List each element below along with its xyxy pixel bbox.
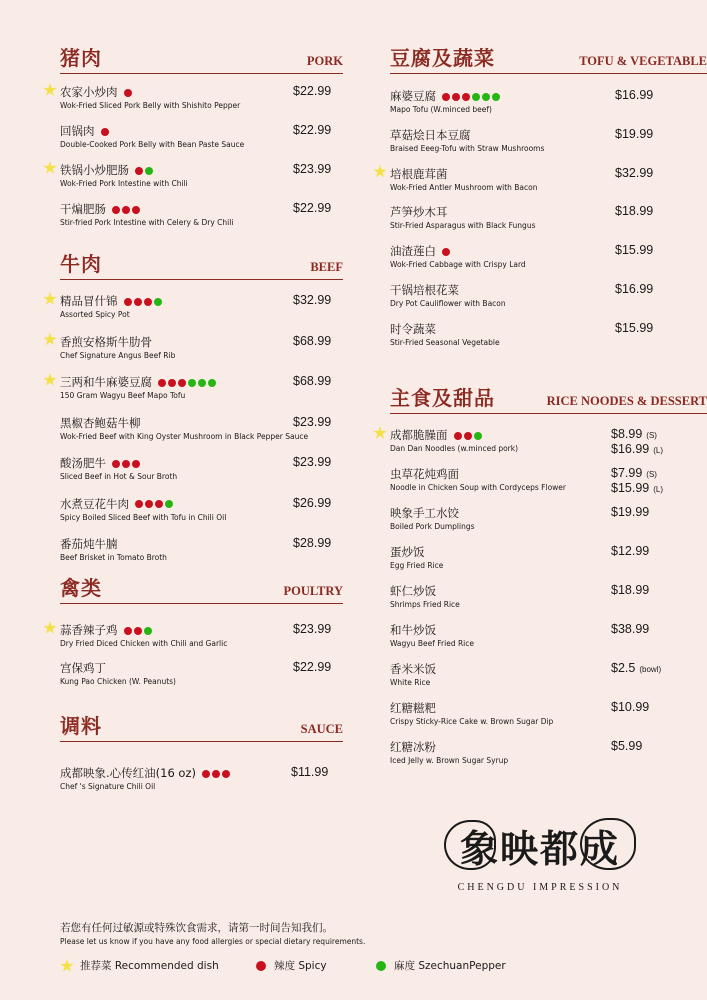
spice-level-dots <box>440 244 450 258</box>
spicy-dot-icon <box>155 500 163 508</box>
spice-level-dots <box>156 375 216 389</box>
item-price <box>293 415 331 429</box>
item-name-cn-text: 培根鹿茸菌 <box>390 166 448 181</box>
item-price-value: $5.99 <box>611 739 643 753</box>
item-name-cn-text: 麻婆豆腐 <box>390 89 436 103</box>
item-price-value: $2.5 <box>611 661 636 675</box>
item-name-en: Wok-Fried Beef with King Oyster Mushroom in Black Pepper Sauce <box>60 431 309 441</box>
spicy-dot-icon <box>158 379 166 387</box>
spice-level-dots <box>122 85 132 99</box>
legend-pepper-label: 麻度 SzechuanPepper <box>394 960 506 972</box>
sauce-section <box>60 708 343 798</box>
spice-level-dots <box>122 623 152 637</box>
item-name-en: Wok-Fried Cabbage with Crispy Lard <box>390 260 526 270</box>
menu-item <box>390 544 707 574</box>
spicy-dot-icon <box>454 432 462 440</box>
section-title-en: SAUCE <box>300 722 343 736</box>
legend-pepper <box>376 958 506 973</box>
item-name-cn <box>390 243 450 259</box>
spicy-dot-icon <box>212 770 220 778</box>
item-price-value: $16.99 <box>615 88 654 102</box>
item-name-cn <box>390 282 459 298</box>
legend-spicy-label: 辣度 Spicy <box>274 960 327 972</box>
item-name-cn <box>390 505 459 521</box>
spicy-dot-icon <box>101 128 109 136</box>
item-price <box>611 544 649 558</box>
pepper-dot-icon <box>376 961 386 971</box>
item-name-en: Wok-Fried Antler Mushroom with Bacon <box>390 182 538 192</box>
item-price-value: $18.99 <box>611 583 650 597</box>
star-icon <box>60 959 74 973</box>
item-name-cn-text: 虫草花炖鸡面 <box>390 467 459 481</box>
section-title-cn: 主食及甜品 <box>390 386 495 410</box>
menu-item <box>60 334 343 364</box>
spicy-dot-icon <box>122 206 130 214</box>
item-price <box>293 201 331 215</box>
menu-item <box>390 204 707 234</box>
item-name-cn-text: 虾仁炒饭 <box>390 584 436 598</box>
item-name-en: Kung Pao Chicken (W. Peanuts) <box>60 677 176 686</box>
item-name-cn <box>60 455 140 471</box>
item-name-cn <box>60 123 109 139</box>
item-name-cn <box>60 536 118 552</box>
menu-item <box>60 765 343 795</box>
section-title-en: BEEF <box>310 260 343 274</box>
item-name-cn-text: 时令蔬菜 <box>390 321 436 336</box>
item-price <box>293 660 331 674</box>
item-name-cn-text: 农家小炒肉 <box>60 85 118 99</box>
item-price-value: $22.99 <box>293 84 332 98</box>
item-name-cn <box>390 583 436 599</box>
item-price <box>611 466 657 480</box>
section-title-cn: 豆腐及蔬菜 <box>390 46 495 70</box>
legend <box>60 958 680 976</box>
section-title-en: RICE NOODES & DESSERT <box>546 394 707 408</box>
menu-item <box>390 622 707 652</box>
spice-level-dots <box>200 766 230 780</box>
menu-item <box>390 661 707 691</box>
beef-section <box>60 246 343 566</box>
item-name-cn <box>60 84 132 100</box>
pepper-dot-icon <box>188 379 196 387</box>
item-price-note: (S) <box>646 431 657 440</box>
item-price-value: $38.99 <box>611 622 650 636</box>
pork-section <box>60 40 343 240</box>
section-title-en: TOFU & VEGETABLE <box>579 54 707 68</box>
legend-spicy <box>256 958 327 973</box>
item-price-value: $11.99 <box>291 765 329 779</box>
spicy-dot-icon <box>135 500 143 508</box>
item-name-en: Chef 's Signature Chili Oil <box>60 782 156 791</box>
item-price-value: $22.99 <box>293 123 332 137</box>
pepper-dot-icon <box>208 379 216 387</box>
item-price-value: $23.99 <box>293 162 332 176</box>
item-price-value: $7.99 <box>611 466 643 480</box>
item-price <box>611 427 657 441</box>
menu-item <box>390 282 707 312</box>
item-price <box>293 334 331 348</box>
item-name-en: Braised Eeeg-Tofu with Straw Mushrooms <box>390 143 545 153</box>
spice-level-dots <box>133 497 173 511</box>
item-price-value: $32.99 <box>615 165 654 180</box>
menu-item <box>60 293 343 323</box>
item-name-en: Stir-Fried Asparagus with Black Fungus <box>390 221 536 231</box>
item-name-en: Spicy Boiled Sliced Beef with Tofu in Chili Oil <box>60 512 227 522</box>
pepper-dot-icon <box>165 500 173 508</box>
menu-item <box>390 88 707 118</box>
item-price-large <box>611 442 663 456</box>
pepper-dot-icon <box>154 298 162 306</box>
item-name-cn-text: 酸汤肥牛 <box>60 456 106 470</box>
section-header <box>390 380 707 414</box>
item-name-cn-text: 干煸肥肠 <box>60 202 106 216</box>
item-price-value: $68.99 <box>293 374 332 388</box>
menu-item <box>390 243 707 273</box>
item-price-note: (S) <box>646 470 657 479</box>
item-name-cn <box>60 496 173 512</box>
item-name-cn <box>390 661 436 677</box>
item-name-cn-text: 芦笋炒木耳 <box>390 205 448 220</box>
spicy-dot-icon <box>112 206 120 214</box>
menu-item <box>390 466 707 496</box>
item-price-large-value: $16.99 <box>611 442 650 456</box>
item-name-en: Dry Fried Diced Chicken with Chili and Garlic <box>60 639 228 648</box>
item-price <box>611 661 661 675</box>
item-name-cn-text: 三两和牛麻婆豆腐 <box>60 375 152 389</box>
recommended-star-icon <box>43 373 57 387</box>
section-title-en: PORK <box>306 54 343 68</box>
item-price-large-note: (L) <box>653 485 664 494</box>
item-name-cn <box>390 739 436 755</box>
item-price <box>291 765 328 779</box>
item-name-cn <box>390 127 471 143</box>
spicy-dot-icon <box>442 93 450 101</box>
item-price <box>293 455 331 469</box>
spicy-dot-icon <box>132 460 140 468</box>
pepper-dot-icon <box>144 627 152 635</box>
footer <box>60 920 680 972</box>
item-name-cn <box>390 166 448 182</box>
item-name-en: Chef Signature Angus Beef Rib <box>60 350 176 360</box>
item-price-value: $19.99 <box>611 505 650 519</box>
item-name-cn-text: 黑椒杏鲍菇牛柳 <box>60 415 141 430</box>
recommended-star-icon <box>43 333 57 347</box>
item-name-cn-text: 油渣莲白 <box>390 244 436 259</box>
item-price-value: $22.99 <box>293 660 332 674</box>
spice-level-dots <box>133 163 153 177</box>
spicy-dot-icon <box>168 379 176 387</box>
recommended-star-icon <box>43 292 57 306</box>
item-price-value: $23.99 <box>293 622 332 636</box>
menu-item <box>390 583 707 613</box>
menu-item <box>60 374 343 404</box>
item-name-cn-text: 和牛炒饭 <box>390 623 436 637</box>
menu-item <box>60 162 343 192</box>
item-name-en: Crispy Sticky-Rice Cake w. Brown Sugar Dip <box>390 717 554 726</box>
spicy-dot-icon <box>144 298 152 306</box>
item-price-value: $16.99 <box>615 282 654 296</box>
item-name-en: Sliced Beef in Hot & Sour Broth <box>60 472 178 481</box>
section-title-en: POULTRY <box>283 584 343 598</box>
item-price <box>611 739 642 753</box>
menu-item <box>60 84 343 114</box>
item-price <box>615 88 653 102</box>
spicy-dot-icon <box>452 93 460 101</box>
item-name-cn-text: 宫保鸡丁 <box>60 661 106 675</box>
recommended-star-icon <box>43 621 57 635</box>
spice-level-dots <box>99 124 109 138</box>
section-header <box>60 246 343 280</box>
spicy-dot-icon <box>132 206 140 214</box>
item-price <box>293 536 331 550</box>
item-price-value: $23.99 <box>293 455 332 469</box>
item-name-en: Iced Jelly w. Brown Sugar Syrup <box>390 756 509 765</box>
item-price <box>293 84 331 98</box>
item-name-cn-text: 红糖冰粉 <box>390 740 436 754</box>
item-name-cn <box>390 427 482 443</box>
item-price <box>615 243 653 257</box>
item-name-en: Noodle in Chicken Soup with Cordyceps Flower <box>390 483 567 492</box>
item-name-cn-text: 番茄炖牛腩 <box>60 537 118 551</box>
pepper-dot-icon <box>474 432 482 440</box>
item-name-en: Shrimps Fried Rice <box>390 600 460 609</box>
pepper-dot-icon <box>472 93 480 101</box>
legend-recommended <box>60 958 219 973</box>
menu-item <box>60 660 343 690</box>
item-price <box>615 321 653 335</box>
spice-level-dots <box>452 428 482 442</box>
item-price-value: $28.99 <box>293 536 332 550</box>
spicy-dot-icon <box>462 93 470 101</box>
menu-item <box>390 739 707 769</box>
spicy-dot-icon <box>124 89 132 97</box>
item-name-cn-text: 蒜香辣子鸡 <box>60 623 118 637</box>
item-name-cn <box>60 201 140 217</box>
item-price-large <box>611 481 663 495</box>
spicy-dot-icon <box>124 627 132 635</box>
item-price <box>293 123 331 137</box>
rice-dessert-section <box>390 380 707 780</box>
item-price <box>615 127 653 141</box>
recommended-star-icon <box>43 161 57 175</box>
item-name-cn-text: 成都映象.心传红油(16 oz) <box>60 766 196 780</box>
menu-item <box>60 496 343 526</box>
spicy-dot-icon <box>442 248 450 256</box>
section-header <box>60 570 343 604</box>
spicy-dot-icon <box>112 460 120 468</box>
spicy-dot-icon <box>134 627 142 635</box>
item-price <box>293 162 331 176</box>
section-title-cn: 牛肉 <box>60 252 102 276</box>
section-header <box>60 708 343 742</box>
legend-recommended-label: 推荐菜 Recommended dish <box>80 960 219 972</box>
item-name-cn-text: 成都脆臊面 <box>390 428 448 442</box>
item-name-en: Dan Dan Noodles (w.minced pork) <box>390 444 519 453</box>
item-price-value: $68.99 <box>293 333 332 348</box>
item-name-cn-text: 草菇烩日本豆腐 <box>390 127 471 142</box>
pepper-dot-icon <box>482 93 490 101</box>
item-name-en: Assorted Spicy Pot <box>60 310 130 319</box>
item-price-value: $15.99 <box>615 243 654 258</box>
item-name-en: Stir-fried Pork Intestine with Celery & Dry Chili <box>60 218 234 227</box>
item-name-cn-text: 蛋炒饭 <box>390 545 425 559</box>
item-price <box>293 374 331 388</box>
item-name-cn-text: 红糖糍粑 <box>390 701 436 715</box>
spicy-dot-icon <box>145 500 153 508</box>
item-price-value: $8.99 <box>611 427 643 441</box>
item-name-cn <box>390 88 500 104</box>
item-price-value: $12.99 <box>611 544 650 558</box>
item-name-en: Wok-Fried Sliced Pork Belly with Shishito Pepper <box>60 101 241 110</box>
item-name-cn-text: 香煎安格斯牛肋骨 <box>60 334 152 349</box>
item-name-en: Wagyu Beef Fried Rice <box>390 639 474 648</box>
item-price-value: $23.99 <box>293 414 332 429</box>
item-name-cn-text: 水煮豆花牛肉 <box>60 496 129 511</box>
menu-item <box>60 415 343 445</box>
item-name-en: Dry Pot Cauliflower with Bacon <box>390 299 506 308</box>
item-name-cn <box>390 321 436 337</box>
item-price <box>611 622 649 636</box>
item-price-large-value: $15.99 <box>611 481 650 495</box>
item-price <box>615 282 653 296</box>
item-price-value: $32.99 <box>293 293 332 307</box>
spice-level-dots <box>122 294 162 308</box>
item-name-cn-text: 回锅肉 <box>60 124 95 138</box>
menu-item <box>60 201 343 231</box>
logo-text-cn: 象映都成 <box>459 826 620 871</box>
item-price <box>611 583 649 597</box>
item-name-cn <box>390 622 436 638</box>
item-name-cn-text: 精品冒什锦 <box>60 294 118 308</box>
menu-item <box>390 700 707 730</box>
section-header <box>390 40 707 74</box>
spicy-dot-icon <box>124 298 132 306</box>
section-title-cn: 调料 <box>60 714 102 738</box>
spicy-dot-icon <box>135 167 143 175</box>
item-name-cn-text: 铁锅小炒肥肠 <box>60 163 129 177</box>
item-name-cn <box>60 374 216 390</box>
menu-item <box>60 455 343 485</box>
item-price-value: $19.99 <box>615 126 654 141</box>
item-price-value: $18.99 <box>615 204 654 219</box>
menu-item <box>390 321 707 351</box>
item-name-en: Stir-Fried Seasonal Vegetable <box>390 337 500 347</box>
item-name-cn <box>390 544 425 560</box>
menu-item <box>60 536 343 566</box>
section-header <box>60 40 343 74</box>
item-name-en: White Rice <box>390 678 431 687</box>
item-price <box>611 700 649 714</box>
pepper-dot-icon <box>492 93 500 101</box>
item-price <box>611 505 649 519</box>
recommended-star-icon <box>43 83 57 97</box>
spicy-dot-icon <box>464 432 472 440</box>
allergy-notice-en: Please let us know if you have any food allergies or special dietary requirements. <box>60 937 366 946</box>
item-name-cn <box>60 622 152 638</box>
item-price <box>293 496 331 510</box>
item-price-value: $10.99 <box>611 700 650 714</box>
menu-item <box>390 127 707 157</box>
item-price <box>615 204 653 218</box>
poultry-section <box>60 570 343 690</box>
spicy-dot-icon <box>256 961 266 971</box>
item-name-cn <box>60 162 153 178</box>
section-title-cn: 禽类 <box>60 576 102 600</box>
item-name-cn <box>60 765 230 781</box>
item-name-cn <box>60 334 152 350</box>
spicy-dot-icon <box>202 770 210 778</box>
item-name-cn <box>390 466 459 482</box>
menu-item <box>390 505 707 535</box>
spice-level-dots <box>110 202 140 216</box>
spice-level-dots <box>110 456 140 470</box>
tofu-vegetable-section <box>390 40 707 360</box>
spicy-dot-icon <box>134 298 142 306</box>
item-name-en: Double-Cooked Pork Belly with Bean Paste Sauce <box>60 140 245 149</box>
item-name-cn-text: 干锅培根花菜 <box>390 283 459 297</box>
item-name-en: Beef Brisket in Tomato Broth <box>60 553 167 562</box>
item-name-en: Boiled Pork Dumplings <box>390 522 475 531</box>
item-name-cn <box>60 415 141 431</box>
menu-item <box>390 166 707 196</box>
item-name-cn <box>60 293 162 309</box>
item-name-cn-text: 香米米饭 <box>390 662 436 676</box>
item-name-cn-text: 映象手工水饺 <box>390 506 459 520</box>
spice-level-dots <box>440 89 500 103</box>
recommended-star-icon <box>373 165 387 179</box>
item-name-en: Mapo Tofu (W.minced beef) <box>390 105 492 114</box>
item-price <box>293 293 331 307</box>
spicy-dot-icon <box>122 460 130 468</box>
item-name-en: 150 Gram Wagyu Beef Mapo Tofu <box>60 391 186 400</box>
item-name-cn <box>390 700 436 716</box>
recommended-star-icon <box>373 426 387 440</box>
restaurant-logo <box>440 818 640 898</box>
item-name-cn <box>60 660 106 676</box>
menu-item <box>60 622 343 652</box>
item-name-en: Wok-Fried Pork Intestine with Chili <box>60 179 188 188</box>
spicy-dot-icon <box>222 770 230 778</box>
item-price-value: $26.99 <box>293 495 332 510</box>
section-title-cn: 猪肉 <box>60 46 102 70</box>
allergy-notice-cn: 若您有任何过敏源或特殊饮食需求，请第一时间告知我们。 <box>60 922 333 934</box>
pepper-dot-icon <box>145 167 153 175</box>
pepper-dot-icon <box>198 379 206 387</box>
item-name-en: Egg Fried Rice <box>390 561 444 570</box>
spicy-dot-icon <box>178 379 186 387</box>
logo-text-en: CHENGDU IMPRESSION <box>457 882 623 893</box>
item-price <box>615 166 653 180</box>
menu-item <box>60 123 343 153</box>
menu-item <box>390 427 707 457</box>
item-price-note: (bowl) <box>639 665 662 674</box>
item-price-value: $15.99 <box>615 320 654 335</box>
item-price <box>293 622 331 636</box>
item-price-value: $22.99 <box>293 201 332 215</box>
item-name-cn <box>390 204 448 220</box>
item-price-large-note: (L) <box>653 446 664 455</box>
